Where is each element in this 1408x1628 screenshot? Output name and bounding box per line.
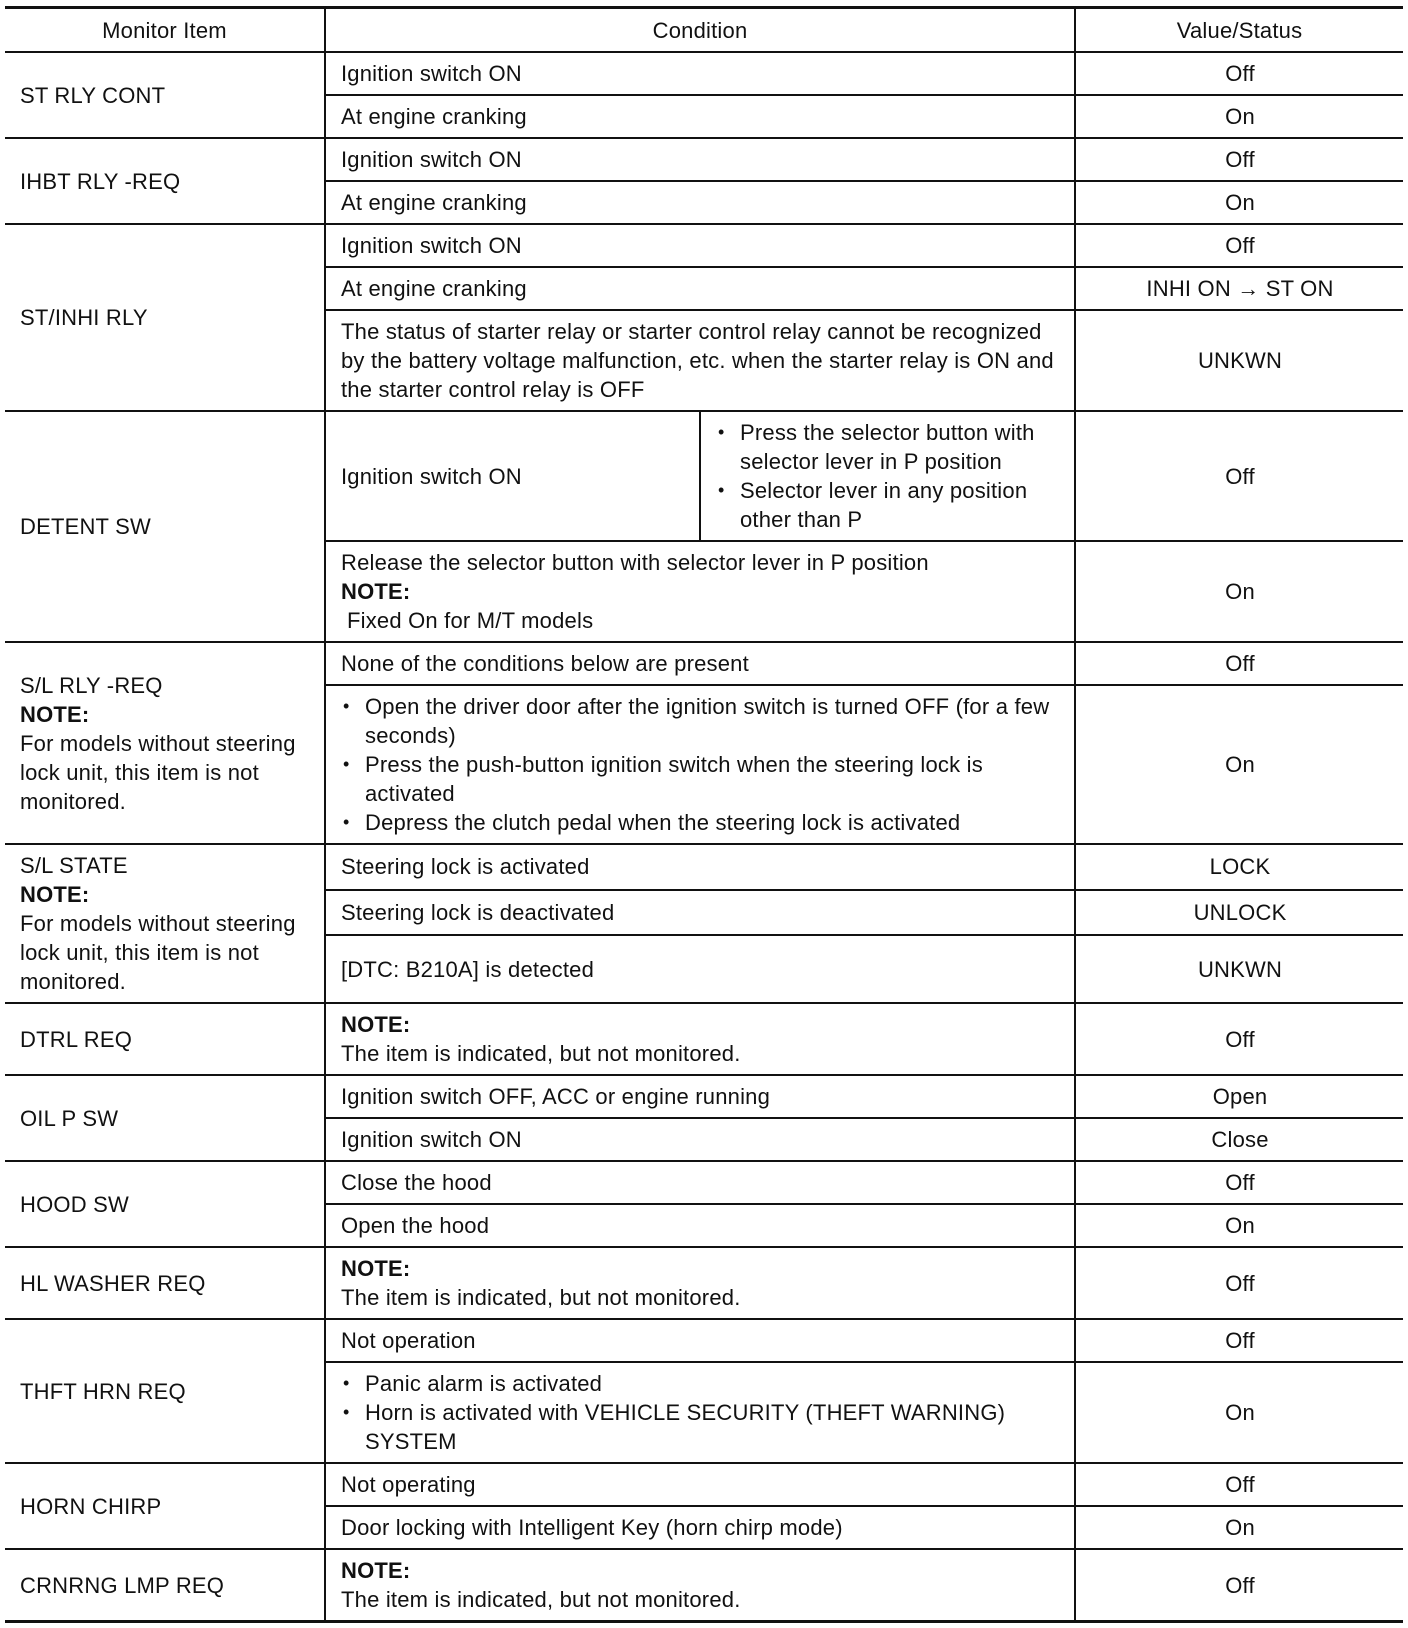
note-label: NOTE: (20, 701, 90, 727)
value-cell: Off (1075, 1463, 1403, 1506)
condition-cell: Open the hood (325, 1204, 1075, 1247)
list-item: • Press the push-button ignition switch when the steering lock is activated (341, 750, 1060, 808)
condition-cell: Ignition switch ON (325, 52, 1075, 95)
monitor-item-cell: HL WASHER REQ (5, 1247, 325, 1319)
monitor-item-cell: HOOD SW (5, 1161, 325, 1247)
value-cell: On (1075, 1362, 1403, 1463)
note-text: Fixed On for M/T models (347, 608, 594, 633)
condition-cell (325, 1003, 1075, 1075)
monitor-item-cell: THFT HRN REQ (5, 1319, 325, 1463)
value-cell: On (1075, 1506, 1403, 1549)
monitor-item-cell: IHBT RLY -REQ (5, 138, 325, 224)
list-item: • Press the selector button with selector lever in P position (716, 418, 1060, 476)
value-cell: Off (1075, 52, 1403, 95)
condition-sub-cell (700, 411, 1075, 541)
note-text: The item is indicated, but not monitored. (341, 1041, 741, 1066)
condition-cell: At engine cranking (325, 181, 1075, 224)
value-cell: LOCK (1075, 844, 1403, 890)
value-cell: Close (1075, 1118, 1403, 1161)
note-text: For models without steering lock unit, this item is not monitored. (20, 730, 296, 814)
condition-bullet-list (341, 1369, 1060, 1456)
note-text: For models without steering lock unit, this item is not monitored. (20, 911, 296, 994)
list-item: • Horn is activated with VEHICLE SECURITY (THEFT WARNING) SYSTEM (341, 1398, 1060, 1456)
condition-cell: Not operating (325, 1463, 1075, 1506)
monitor-item-name: S/L RLY -REQ (20, 672, 163, 698)
value-cell: On (1075, 181, 1403, 224)
monitor-item-cell: ST RLY CONT (5, 52, 325, 138)
list-item: • Depress the clutch pedal when the steering lock is activated (341, 808, 1060, 837)
condition-cell: None of the conditions below are present (325, 642, 1075, 685)
value-cell: Off (1075, 1161, 1403, 1204)
value-cell: UNKWN (1075, 310, 1403, 411)
list-item: • Selector lever in any position other than P (716, 476, 1060, 534)
monitor-item-cell: ST/INHI RLY (5, 224, 325, 411)
table-row (5, 1463, 1403, 1506)
value-cell: On (1075, 541, 1403, 642)
list-item: • Panic alarm is activated (341, 1369, 1060, 1398)
value-cell: UNKWN (1075, 935, 1403, 1003)
condition-cell (325, 541, 1075, 642)
header-condition: Condition (325, 8, 1075, 53)
condition-cell: Ignition switch ON (325, 224, 1075, 267)
table-row (5, 224, 1403, 267)
table-row (5, 52, 1403, 95)
table-row (5, 1549, 1403, 1622)
list-item: • Open the driver door after the ignition switch is turned OFF (for a few seconds) (341, 692, 1060, 750)
note-label: NOTE: (341, 1558, 411, 1583)
condition-cell: Door locking with Intelligent Key (horn chirp mode) (325, 1506, 1075, 1549)
monitor-item-cell: CRNRNG LMP REQ (5, 1549, 325, 1622)
value-cell: Off (1075, 1247, 1403, 1319)
condition-cell: At engine cranking (325, 95, 1075, 138)
note-label: NOTE: (20, 882, 90, 907)
condition-bullet-list (341, 692, 1060, 837)
value-cell: INHI ON → ST ON (1075, 267, 1403, 310)
value-cell: UNLOCK (1075, 890, 1403, 936)
condition-cell (325, 1247, 1075, 1319)
table-row (5, 642, 1403, 685)
monitor-item-cell: DTRL REQ (5, 1003, 325, 1075)
monitor-item-cell: HORN CHIRP (5, 1463, 325, 1549)
condition-cell (325, 1362, 1075, 1463)
value-cell: Off (1075, 642, 1403, 685)
header-value-status: Value/Status (1075, 8, 1403, 53)
value-cell: Off (1075, 224, 1403, 267)
condition-cell: [DTC: B210A] is detected (325, 935, 1075, 1003)
condition-cell: At engine cranking (325, 267, 1075, 310)
value-cell: On (1075, 95, 1403, 138)
value-cell: Off (1075, 1549, 1403, 1622)
condition-cell: The status of starter relay or starter control relay cannot be recognized by the battery voltage malfunction, etc. when the starter relay is ON and the starter control relay is OFF (325, 310, 1075, 411)
header-monitor-item: Monitor Item (5, 8, 325, 53)
condition-cell (325, 685, 1075, 844)
monitor-item-cell: OIL P SW (5, 1075, 325, 1161)
condition-cell: Ignition switch ON (325, 138, 1075, 181)
note-label: NOTE: (341, 1012, 411, 1037)
note-label: NOTE: (341, 1256, 411, 1281)
condition-cell: Not operation (325, 1319, 1075, 1362)
note-text: The item is indicated, but not monitored. (341, 1285, 741, 1310)
value-cell: On (1075, 685, 1403, 844)
table-header-row (5, 8, 1403, 53)
condition-cell: Ignition switch OFF, ACC or engine running (325, 1075, 1075, 1118)
condition-cell: Close the hood (325, 1161, 1075, 1204)
condition-cell: Ignition switch ON (325, 411, 700, 541)
monitor-item-cell (5, 844, 325, 1003)
condition-cell: Steering lock is activated (325, 844, 1075, 890)
value-cell: Off (1075, 411, 1403, 541)
monitor-item-cell (5, 642, 325, 844)
condition-bullet-list (716, 418, 1060, 534)
value-cell: Off (1075, 1319, 1403, 1362)
note-label: NOTE: (341, 579, 411, 604)
monitor-item-table (5, 6, 1403, 1623)
table-row (5, 844, 1403, 890)
value-cell: Off (1075, 1003, 1403, 1075)
condition-cell: Ignition switch ON (325, 1118, 1075, 1161)
monitor-item-name: S/L STATE (20, 853, 128, 878)
note-text: The item is indicated, but not monitored. (341, 1587, 741, 1612)
monitor-item-cell: DETENT SW (5, 411, 325, 642)
table-row (5, 1161, 1403, 1204)
table-row (5, 1247, 1403, 1319)
condition-text: Release the selector button with selector lever in P position (341, 550, 929, 575)
value-cell: Open (1075, 1075, 1403, 1118)
value-cell: Off (1075, 138, 1403, 181)
table-row (5, 1075, 1403, 1118)
table-row (5, 411, 1403, 541)
table-row (5, 1003, 1403, 1075)
value-cell: On (1075, 1204, 1403, 1247)
table-row (5, 138, 1403, 181)
table-row (5, 1319, 1403, 1362)
condition-cell (325, 1549, 1075, 1622)
condition-cell: Steering lock is deactivated (325, 890, 1075, 936)
